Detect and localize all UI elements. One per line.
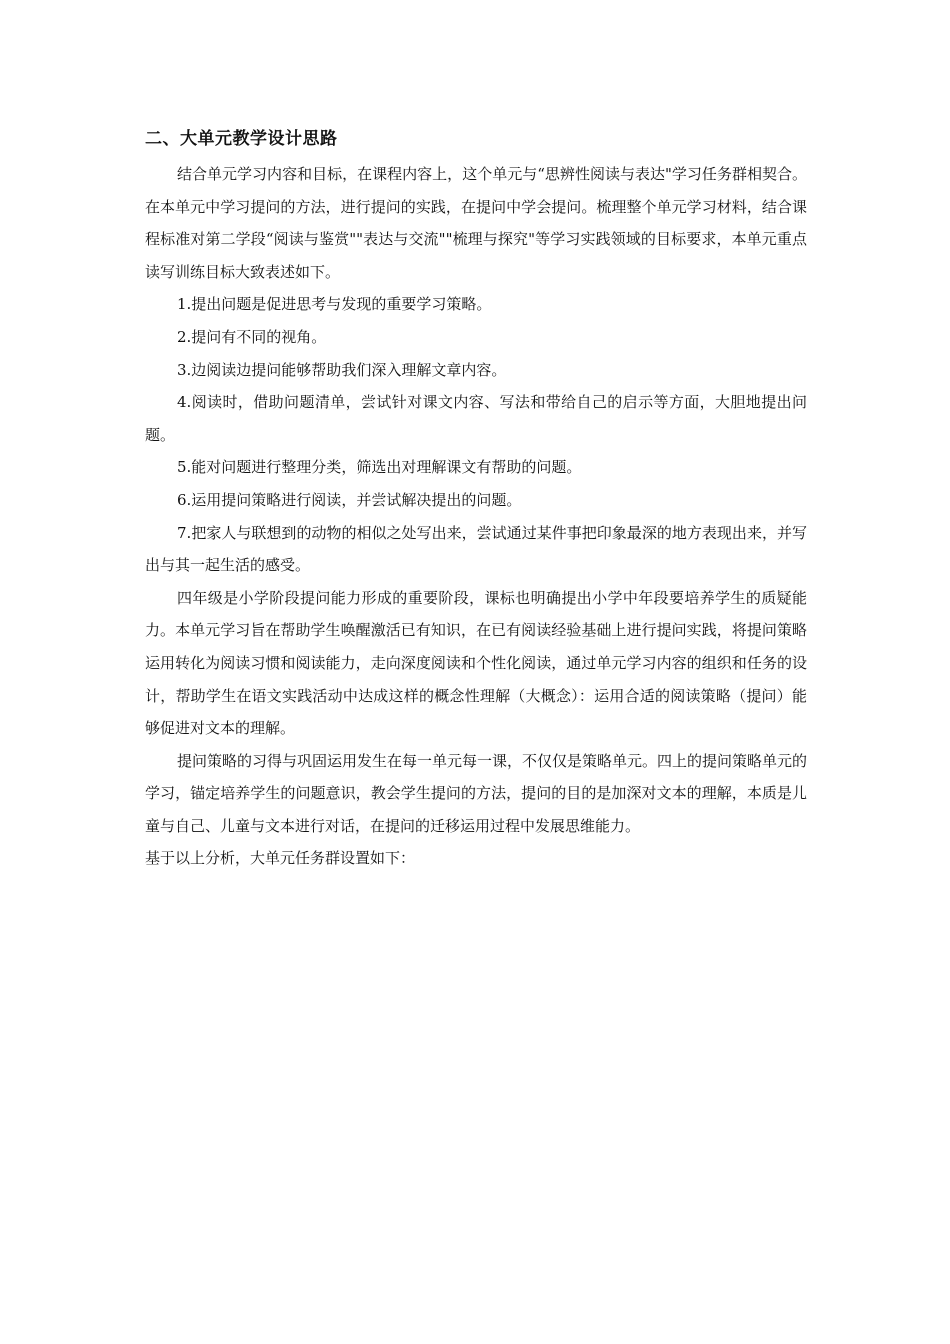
list-item-goal-5: 5.能对问题进行整理分类，筛选出对理解课文有帮助的问题。 — [177, 458, 582, 477]
list-item-goal-3: 3.边阅读边提问能够帮助我们深入理解文章内容。 — [177, 360, 507, 379]
paragraph-intro: 结合单元学习内容和目标，在课程内容上，这个单元与“思辨性阅读与表达"学习任务群相契合。在本单元中学习提问的方法，进行提问的实践，在提问中学会提问。梳理整个单元学习材料，结合课程标准对第二学段“阅读与鉴赏""表达与交流""梳理与探究"等学习实践领域的目标要求，本单元重点读写训练目标大致表述如下。 — [145, 165, 807, 281]
list-item-goal-1: 1.提出问题是促进思考与发现的重要学习策略。 — [177, 295, 492, 314]
list-item-goal-4: 4.阅读时，借助问题清单，尝试针对课文内容、写法和带给自己的启示等方面，大胆地提出问题。 — [145, 393, 807, 444]
document-body — [145, 126, 807, 875]
list-item-goal-7: 7.把家人与联想到的动物的相似之处写出来，尝试通过某件事把印象最深的地方表现出来，并写出与其一起生活的感受。 — [145, 523, 807, 575]
paragraph-grade-four: 四年级是小学阶段提问能力形成的重要阶段，课标也明确提出小学中年段要培养学生的质疑能力。本单元学习旨在帮助学生唤醒激活已有知识，在已有阅读经验基础上进行提问实践，将提问策略运用转化为阅读习惯和阅读能力，走向深度阅读和个性化阅读，通过单元学习内容的组织和任务的设计，帮助学生在语文实践活动中达成这样的概念性理解（大概念）：运用合适的阅读策略（提问）能够促进对文本的理解。 — [145, 588, 807, 738]
list-item-goal-2: 2.提问有不同的视角。 — [177, 327, 327, 346]
section-heading: 二、大单元教学设计思路 — [145, 129, 338, 149]
paragraph-strategy: 提问策略的习得与巩固运用发生在每一单元每一课，不仅仅是策略单元。四上的提问策略单元的学习，锚定培养学生的问题意识，教会学生提问的方法，提问的目的是加深对文本的理解，本质是儿童与自己、儿童与文本进行对话，在提问的迁移运用过程中发展思维能力。 — [145, 751, 808, 835]
paragraph-conclusion: 基于以上分析，大单元任务群设置如下： — [145, 849, 416, 868]
list-item-goal-6: 6.运用提问策略进行阅读，并尝试解决提出的问题。 — [177, 490, 522, 509]
